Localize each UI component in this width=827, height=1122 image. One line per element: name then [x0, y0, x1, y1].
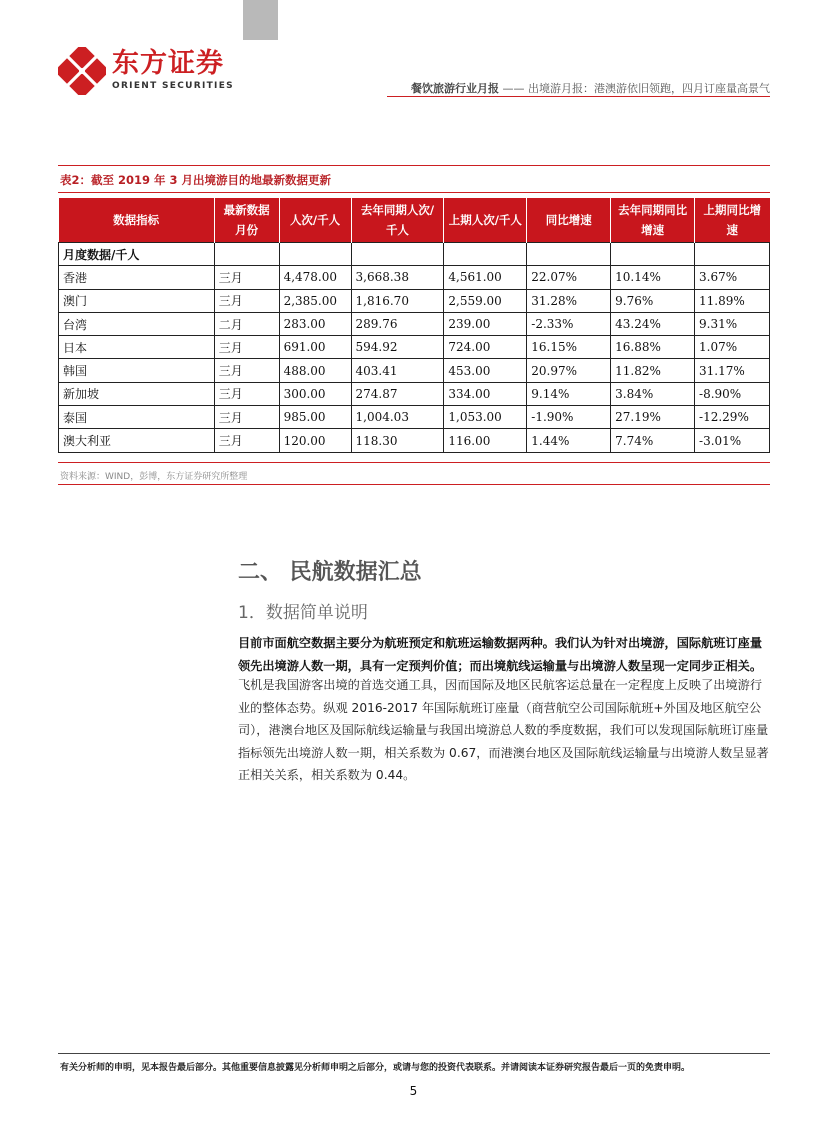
data-cell: 1.07% — [695, 336, 770, 359]
table-source-note: 资料来源：WIND，彭博，东方证券研究所整理 — [60, 472, 248, 482]
data-cell: 334.00 — [444, 382, 527, 405]
data-cell: 31.17% — [695, 359, 770, 382]
data-cell: 43.24% — [611, 312, 695, 335]
empty-cell — [351, 243, 444, 266]
data-cell: 289.76 — [351, 312, 444, 335]
data-cell: 7.74% — [611, 429, 695, 452]
empty-cell — [527, 243, 611, 266]
destination-cell: 澳大利亚 — [59, 429, 215, 452]
header-cell: 去年同期同比增速 — [611, 198, 695, 243]
data-cell: 985.00 — [279, 406, 351, 429]
section-heading: 二、 民航数据汇总 — [238, 560, 422, 585]
data-cell: -1.90% — [527, 406, 611, 429]
data-cell: 1,004.03 — [351, 406, 444, 429]
section-label: 月度数据/千人 — [59, 243, 215, 266]
destination-cell: 新加坡 — [59, 382, 215, 405]
orient-logo-icon — [58, 47, 106, 95]
report-subtitle: —— 出境游月报：港澳游依旧领跑，四月订座量高景气 — [502, 82, 770, 95]
data-cell: 9.76% — [611, 289, 695, 312]
header-cell: 同比增速 — [527, 198, 611, 243]
empty-cell — [611, 243, 695, 266]
data-cell: 274.87 — [351, 382, 444, 405]
table-section-row — [59, 243, 770, 266]
header-gray-block — [243, 0, 278, 40]
table-header-row — [59, 198, 770, 243]
data-cell: 4,478.00 — [279, 266, 351, 289]
table-row — [59, 406, 770, 429]
data-cell: 9.31% — [695, 312, 770, 335]
data-cell: -2.33% — [527, 312, 611, 335]
caption-bottom-rule — [58, 192, 770, 193]
data-cell: 11.89% — [695, 289, 770, 312]
caption-top-rule — [58, 165, 770, 166]
destination-cell: 韩国 — [59, 359, 215, 382]
data-cell: 120.00 — [279, 429, 351, 452]
table-bottom-rule — [58, 462, 770, 463]
destination-cell: 香港 — [59, 266, 215, 289]
footer-disclaimer: 有关分析师的申明，见本报告最后部分。其他重要信息披露见分析师申明之后部分，或请与您的投资代表联系。并请阅读本证券研究报告最后一页的免责申明。 — [60, 1063, 691, 1073]
empty-cell — [444, 243, 527, 266]
data-cell: 11.82% — [611, 359, 695, 382]
destination-cell: 澳门 — [59, 289, 215, 312]
data-cell: 691.00 — [279, 336, 351, 359]
table-row — [59, 312, 770, 335]
data-cell: 9.14% — [527, 382, 611, 405]
data-cell: 三月 — [214, 289, 279, 312]
data-cell: -8.90% — [695, 382, 770, 405]
data-cell: 20.97% — [527, 359, 611, 382]
table-row — [59, 359, 770, 382]
body-paragraph: 飞机是我国游客出境的首选交通工具，因而国际及地区民航客运总量在一定程度上反映了出境游行业的整体态势。纵观 2016-2017 年国际航班订座量（商营航空公司国际航班+外国及地区航空公司），港澳台地区及国际航线运输量与我国出境游总人数的季度数据，我们可以发现国际航班订座量指标领先出境游人数一期，相关系数为 0.67，而港澳台地区及国际航线运输量与出境游人数呈显著正相关关系，相关系数为 0.44。 — [238, 678, 769, 782]
data-cell: 二月 — [214, 312, 279, 335]
data-cell: 1,816.70 — [351, 289, 444, 312]
data-cell: 403.41 — [351, 359, 444, 382]
data-cell: 724.00 — [444, 336, 527, 359]
destination-cell: 泰国 — [59, 406, 215, 429]
data-cell: 22.07% — [527, 266, 611, 289]
table-caption: 表2：截至 2019 年 3 月出境游目的地最新数据更新 — [60, 173, 332, 187]
data-cell: 31.28% — [527, 289, 611, 312]
key-finding-paragraph: 目前市面航空数据主要分为航班预定和航班运输数据两种。我们认为针对出境游，国际航班订座量领先出境游人数一期，具有一定预判价值；而出境航线运输量与出境游人数呈现一定同步正相关。 — [238, 636, 763, 673]
data-cell: 三月 — [214, 429, 279, 452]
destination-data-table — [58, 198, 770, 453]
data-cell: 300.00 — [279, 382, 351, 405]
empty-cell — [214, 243, 279, 266]
table-row — [59, 266, 770, 289]
empty-cell — [695, 243, 770, 266]
data-cell: 239.00 — [444, 312, 527, 335]
data-cell: 453.00 — [444, 359, 527, 382]
data-cell: 2,559.00 — [444, 289, 527, 312]
data-cell: 3.84% — [611, 382, 695, 405]
data-cell: -3.01% — [695, 429, 770, 452]
data-cell: 10.14% — [611, 266, 695, 289]
data-cell: 2,385.00 — [279, 289, 351, 312]
header-cell: 数据指标 — [59, 198, 215, 243]
data-cell: 488.00 — [279, 359, 351, 382]
data-cell: 三月 — [214, 359, 279, 382]
data-cell: 118.30 — [351, 429, 444, 452]
header-cell: 上期人次/千人 — [444, 198, 527, 243]
destination-cell: 台湾 — [59, 312, 215, 335]
data-cell: 3.67% — [695, 266, 770, 289]
header-rule — [387, 96, 770, 97]
header-cell: 上期同比增速 — [695, 198, 770, 243]
header-cell: 最新数据月份 — [214, 198, 279, 243]
data-cell: 三月 — [214, 406, 279, 429]
destination-cell: 日本 — [59, 336, 215, 359]
data-cell: 283.00 — [279, 312, 351, 335]
data-cell: 3,668.38 — [351, 266, 444, 289]
data-cell: 三月 — [214, 382, 279, 405]
data-cell: 4,561.00 — [444, 266, 527, 289]
empty-cell — [279, 243, 351, 266]
logo-english-name: ORIENT SECURITIES — [112, 81, 234, 91]
data-cell: 27.19% — [611, 406, 695, 429]
data-cell: 1,053.00 — [444, 406, 527, 429]
section-subheading: 1．数据简单说明 — [238, 603, 368, 623]
report-header-title — [411, 80, 770, 96]
report-title: 餐饮旅游行业月报 — [411, 82, 499, 95]
table-row — [59, 382, 770, 405]
data-cell: -12.29% — [695, 406, 770, 429]
table-row — [59, 429, 770, 452]
data-cell: 594.92 — [351, 336, 444, 359]
data-cell: 三月 — [214, 266, 279, 289]
data-cell: 116.00 — [444, 429, 527, 452]
table-row — [59, 336, 770, 359]
logo-chinese-name: 东方证券 — [112, 48, 224, 79]
header-cell: 人次/千人 — [279, 198, 351, 243]
data-cell: 1.44% — [527, 429, 611, 452]
data-cell: 16.15% — [527, 336, 611, 359]
data-cell: 16.88% — [611, 336, 695, 359]
page-number: 5 — [409, 1084, 418, 1098]
source-rule — [58, 484, 770, 485]
header-cell: 去年同期人次/千人 — [351, 198, 444, 243]
table-row — [59, 289, 770, 312]
footer-rule — [58, 1053, 770, 1054]
data-cell: 三月 — [214, 336, 279, 359]
